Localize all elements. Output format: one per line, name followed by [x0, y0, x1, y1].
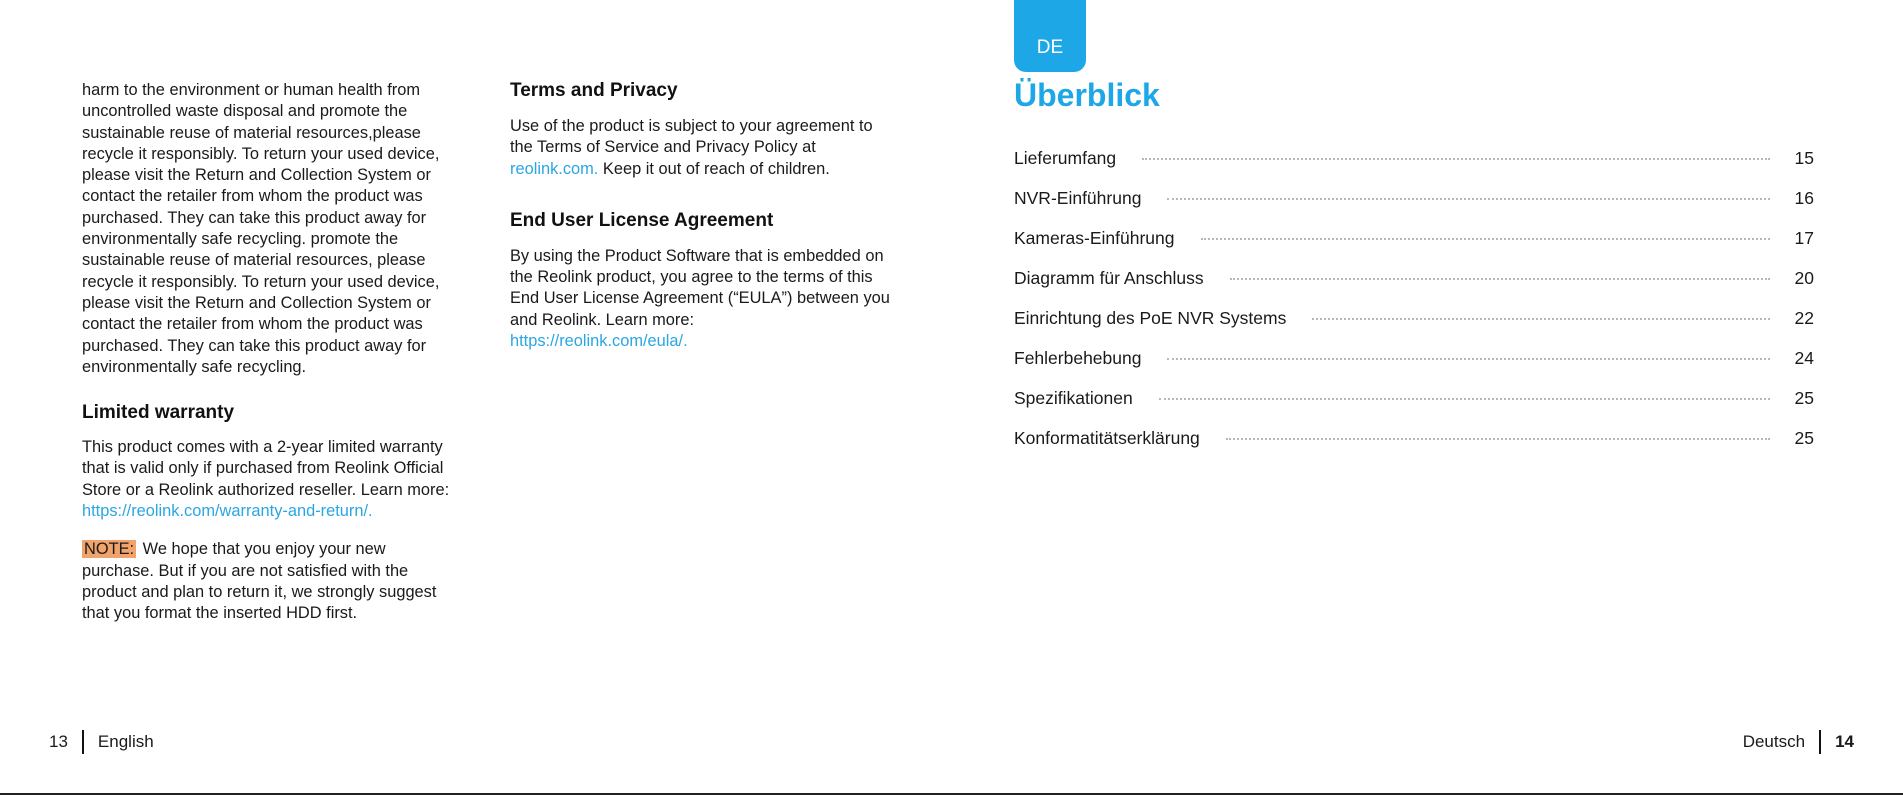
toc-label: Lieferumfang — [1014, 148, 1117, 168]
toc-label: NVR-Einführung — [1014, 188, 1142, 208]
toc-row[interactable] — [1014, 228, 1814, 268]
footer-divider — [1819, 730, 1821, 754]
terms-link[interactable]: reolink.com. — [510, 159, 599, 178]
toc-row[interactable] — [1014, 148, 1814, 188]
toc-label: Einrichtung des PoE NVR Systems — [1014, 308, 1287, 328]
toc-leader-dots — [1201, 237, 1771, 240]
toc-row[interactable] — [1014, 428, 1814, 468]
right-page-number: 14 — [1835, 732, 1854, 751]
table-of-contents — [1014, 148, 1814, 468]
terms-heading: Terms and Privacy — [510, 80, 678, 101]
terms-column — [510, 80, 890, 352]
toc-page-number: 16 — [1794, 188, 1814, 208]
toc-title: Überblick — [1014, 77, 1160, 113]
footer-divider — [82, 730, 84, 754]
left-page-footer — [49, 730, 154, 754]
warranty-text: This product comes with a 2-year limited warranty that is valid only if purchased from Reolink Official Store or a Reolink authorized reseller. Learn more: — [82, 438, 450, 499]
toc-page-number: 25 — [1794, 388, 1814, 408]
toc-leader-dots — [1142, 157, 1770, 160]
toc-page-number: 24 — [1794, 348, 1814, 368]
eula-text: By using the Product Software that is embedded on the Reolink product, you agree to the terms of this End User License Agreement (“EULA”) between you and Reolink. Learn more: — [510, 246, 890, 329]
toc-label: Kameras-Einführung — [1014, 228, 1175, 248]
language-tab: DE — [1014, 0, 1086, 72]
left-page-column — [82, 80, 462, 625]
toc-label: Fehlerbehebung — [1014, 348, 1142, 368]
terms-text-before: Use of the product is subject to your agreement to the Terms of Service and Privacy Policy at — [510, 117, 873, 157]
warranty-link[interactable]: https://reolink.com/warranty-and-return/. — [82, 502, 373, 521]
toc-row[interactable] — [1014, 188, 1814, 228]
left-page-language: English — [97, 732, 154, 751]
eula-heading: End User License Agreement — [510, 209, 774, 231]
toc-page-number: 17 — [1794, 228, 1814, 248]
recycling-paragraph: harm to the environment or human health from uncontrolled waste disposal and promote the sustainable reuse of material resources,please recycle it responsibly. To return your used device, please visit the Return and Collection System or contact the retailer from whom the product was purchased. They can take this product away for environmentally safe recycling. promote the sustainable reuse of material resources, please recycle it responsibly. To return your used device, please visit the Return and Collection System or contact the retailer from whom the product was purchased. They can take this product away for environmentally safe recycling. — [82, 81, 440, 376]
warranty-paragraph — [82, 437, 462, 522]
terms-text-after: Keep it out of reach of children. — [598, 159, 830, 178]
toc-row[interactable] — [1014, 388, 1814, 428]
eula-link[interactable]: https://reolink.com/eula/. — [510, 332, 688, 351]
toc-leader-dots — [1167, 357, 1770, 360]
toc-row[interactable] — [1014, 308, 1814, 348]
terms-paragraph — [510, 116, 890, 180]
toc-page-number: 15 — [1794, 148, 1814, 168]
right-page-language: Deutsch — [1742, 732, 1806, 751]
toc-leader-dots — [1312, 317, 1770, 320]
toc-row[interactable] — [1014, 268, 1814, 308]
note-paragraph — [82, 539, 462, 624]
toc-page-number: 22 — [1794, 308, 1814, 328]
eula-paragraph — [510, 246, 890, 352]
note-text: We hope that you enjoy your new purchase. But if you are not satisfied with the product and plan to return it, we strongly suggest that you format the inserted HDD first. — [82, 540, 437, 623]
toc-row[interactable] — [1014, 348, 1814, 388]
toc-leader-dots — [1226, 437, 1770, 440]
toc-page-number: 25 — [1794, 428, 1814, 448]
warranty-heading: Limited warranty — [82, 402, 235, 424]
toc-leader-dots — [1167, 197, 1770, 200]
note-label: NOTE: — [84, 540, 135, 559]
toc-label: Konformatitätserklärung — [1014, 428, 1200, 448]
toc-label: Spezifikationen — [1014, 388, 1133, 408]
toc-label: Diagramm für Anschluss — [1014, 268, 1204, 288]
right-page-footer — [1743, 730, 1854, 754]
left-page-number: 13 — [49, 732, 68, 751]
toc-page-number: 20 — [1794, 268, 1814, 288]
toc-leader-dots — [1230, 277, 1770, 280]
toc-leader-dots — [1159, 397, 1770, 400]
